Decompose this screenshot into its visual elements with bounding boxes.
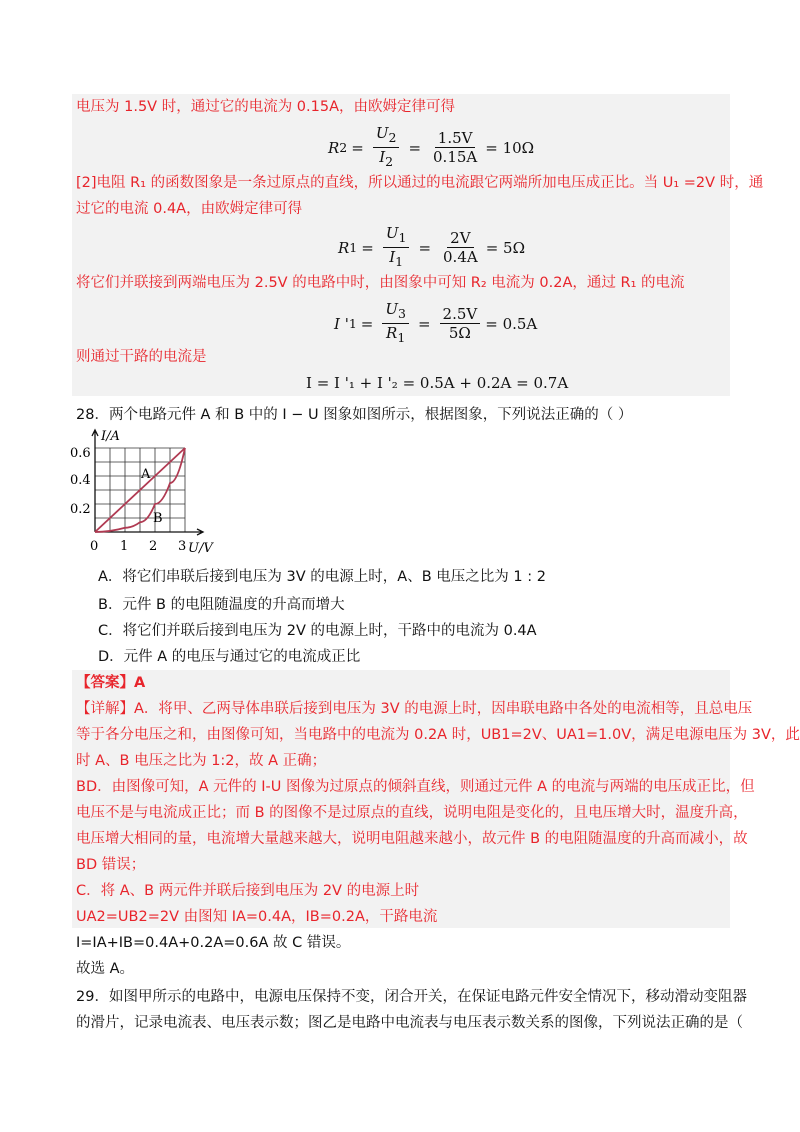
eq3-den-sub: 1 bbox=[397, 330, 406, 345]
eq1-den: I bbox=[379, 148, 386, 166]
eq3-num2: 2.5V bbox=[440, 305, 481, 324]
solution-27-line-5: 则通过干路的电流是 bbox=[76, 349, 207, 365]
detail-line-5: 电压不是与电流成正比；而 B 的图像不是过原点的直线，说明电阻是变化的，且电压增大时，温度升高， bbox=[76, 805, 748, 821]
y-axis-label: I/A bbox=[101, 429, 120, 444]
eq1-lhs: R bbox=[328, 138, 340, 157]
y-tick-0.4: 0.4 bbox=[70, 473, 91, 488]
equation-i1: I ' 1 = $\frac{U_3}{R_1}$ = $\frac{2.5V}{5\Omega}$ = 0.5A bbox=[334, 300, 538, 345]
eq2-num-sub: 1 bbox=[398, 230, 407, 245]
equation-r2: R 2 = $\frac{U_2}{I_2}$ = $\frac{1.5V}{0.15A}$ = 10Ω bbox=[328, 124, 535, 169]
eq3-lhs: I ' bbox=[334, 314, 349, 333]
eq1-lhs-sub: 2 bbox=[339, 140, 348, 155]
eq2-den2: 0.4A bbox=[443, 248, 478, 266]
y-tick-0.2: 0.2 bbox=[70, 502, 91, 517]
eq1-den2: 0.15A bbox=[433, 148, 478, 166]
detail-line-3: 时 A、B 电压之比为 1:2，故 A 正确； bbox=[76, 753, 327, 769]
answer-28: 【答案】A bbox=[76, 675, 146, 691]
eq2-num2: 2V bbox=[447, 229, 473, 248]
eq3-num: U bbox=[385, 300, 399, 318]
conclusion-28: 故选 A。 bbox=[76, 961, 135, 977]
detail-line-1: 【详解】A．将甲、乙两导体串联后接到电压为 3V 的电源上时，因串联电路中各处的电流相等，且总电压 bbox=[76, 701, 753, 717]
option-c: C．将它们并联后接到电压为 2V 的电源上时，干路中的电流为 0.4A bbox=[98, 623, 537, 639]
x-tick-1: 1 bbox=[120, 539, 129, 554]
eq2-result: = 5Ω bbox=[485, 238, 526, 257]
curve-b-label: B bbox=[153, 511, 163, 526]
eq1-den-sub: 2 bbox=[385, 154, 394, 169]
eq2-lhs: R bbox=[338, 238, 350, 257]
equation-r1: R 1 = $\frac{U_1}{I_1}$ = $\frac{2V}{0.4A}$ = 5Ω bbox=[338, 224, 526, 269]
eq1-num-sub: 2 bbox=[388, 130, 397, 145]
eq2-num: U bbox=[385, 224, 399, 242]
detail-line-7: BD 错误； bbox=[76, 857, 146, 873]
eq2-den: I bbox=[389, 248, 396, 266]
option-d: D．元件 A 的电压与通过它的电流成正比 bbox=[98, 649, 361, 665]
eq1-result: = 10Ω bbox=[485, 138, 535, 157]
option-b: B．元件 B 的电阻随温度的升高而增大 bbox=[98, 597, 345, 613]
solution-27-line-2: [2]电阻 R₁ 的函数图象是一条过原点的直线，所以通过的电流跟它两端所加电压成正比。当 U₁ =2V 时，通 bbox=[76, 175, 764, 191]
eq3-result: = 0.5A bbox=[485, 314, 538, 333]
x-tick-3: 3 bbox=[178, 539, 187, 554]
y-axis bbox=[92, 430, 98, 532]
y-tick-0.6: 0.6 bbox=[70, 446, 91, 461]
equation-total-current: I = I '₁ + I '₂ = 0.5A + 0.2A = 0.7A bbox=[306, 374, 569, 392]
solution-27-line-4: 将它们并联接到两端电压为 2.5V 的电路中时，由图象中可知 R₂ 电流为 0.2A，通过 R₁ 的电流 bbox=[76, 275, 685, 291]
detail-tail: I=IA+IB=0.4A+0.2A=0.6A 故 C 错误。 bbox=[76, 935, 351, 951]
detail-line-9: UA2=UB2=2V 由图知 IA=0.4A，IB=0.2A，干路电流 bbox=[76, 909, 438, 925]
detail-line-2: 等于各分电压之和，由图像可知，当电路中的电流为 0.2A 时，UB1=2V、UA1=1.0V，满足电源电压为 3V，此 bbox=[76, 727, 800, 743]
detail-line-8: C．将 A、B 两元件并联后接到电压为 2V 的电源上时 bbox=[76, 883, 420, 899]
eq3-den: R bbox=[386, 324, 398, 342]
x-tick-0: 0 bbox=[90, 539, 99, 554]
question-29-line-2: 的滑片，记录电流表、电压表示数；图乙是电路中电流表与电压表示数关系的图像，下列说法正确的是（ bbox=[76, 1015, 743, 1031]
eq2-den-sub: 1 bbox=[395, 254, 404, 269]
eq3-num-sub: 3 bbox=[398, 306, 406, 321]
detail-line-6: 电压增大相同的量，电流增大量越来越大，说明电阻越来越小，故元件 B 的电阻随温度的升高而减小，故 bbox=[76, 831, 748, 847]
x-axis-label: U/V bbox=[188, 541, 213, 556]
x-tick-2: 2 bbox=[149, 539, 158, 554]
eq2-lhs-sub: 1 bbox=[349, 240, 358, 255]
eq1-num: U bbox=[375, 124, 389, 142]
solution-27-line-3: 过它的电流 0.4A，由欧姆定律可得 bbox=[76, 201, 303, 217]
eq3-lhs-sub: 1 bbox=[348, 316, 357, 331]
iu-graph bbox=[68, 426, 218, 561]
eq1-num2: 1.5V bbox=[435, 129, 476, 148]
solution-27-line-1: 电压为 1.5V 时，通过它的电流为 0.15A，由欧姆定律可得 bbox=[76, 99, 456, 115]
detail-line-4: BD．由图像可知，A 元件的 I-U 图像为过原点的倾斜直线，则通过元件 A 的电流与两端的电压成正比，但 bbox=[76, 779, 755, 795]
option-a: A．将它们串联后接到电压为 3V 的电源上时，A、B 电压之比为 1 : 2 bbox=[98, 569, 546, 585]
question-28-stem: 28．两个电路元件 A 和 B 中的 I − U 图象如图所示，根据图象，下列说法正确的（ ） bbox=[76, 407, 633, 423]
eq3-den2: 5Ω bbox=[448, 324, 471, 342]
curve-a-label: A bbox=[141, 467, 151, 482]
question-29-line-1: 29．如图甲所示的电路中，电源电压保持不变，闭合开关，在保证电路元件安全情况下，移动滑动变阻器 bbox=[76, 989, 747, 1005]
